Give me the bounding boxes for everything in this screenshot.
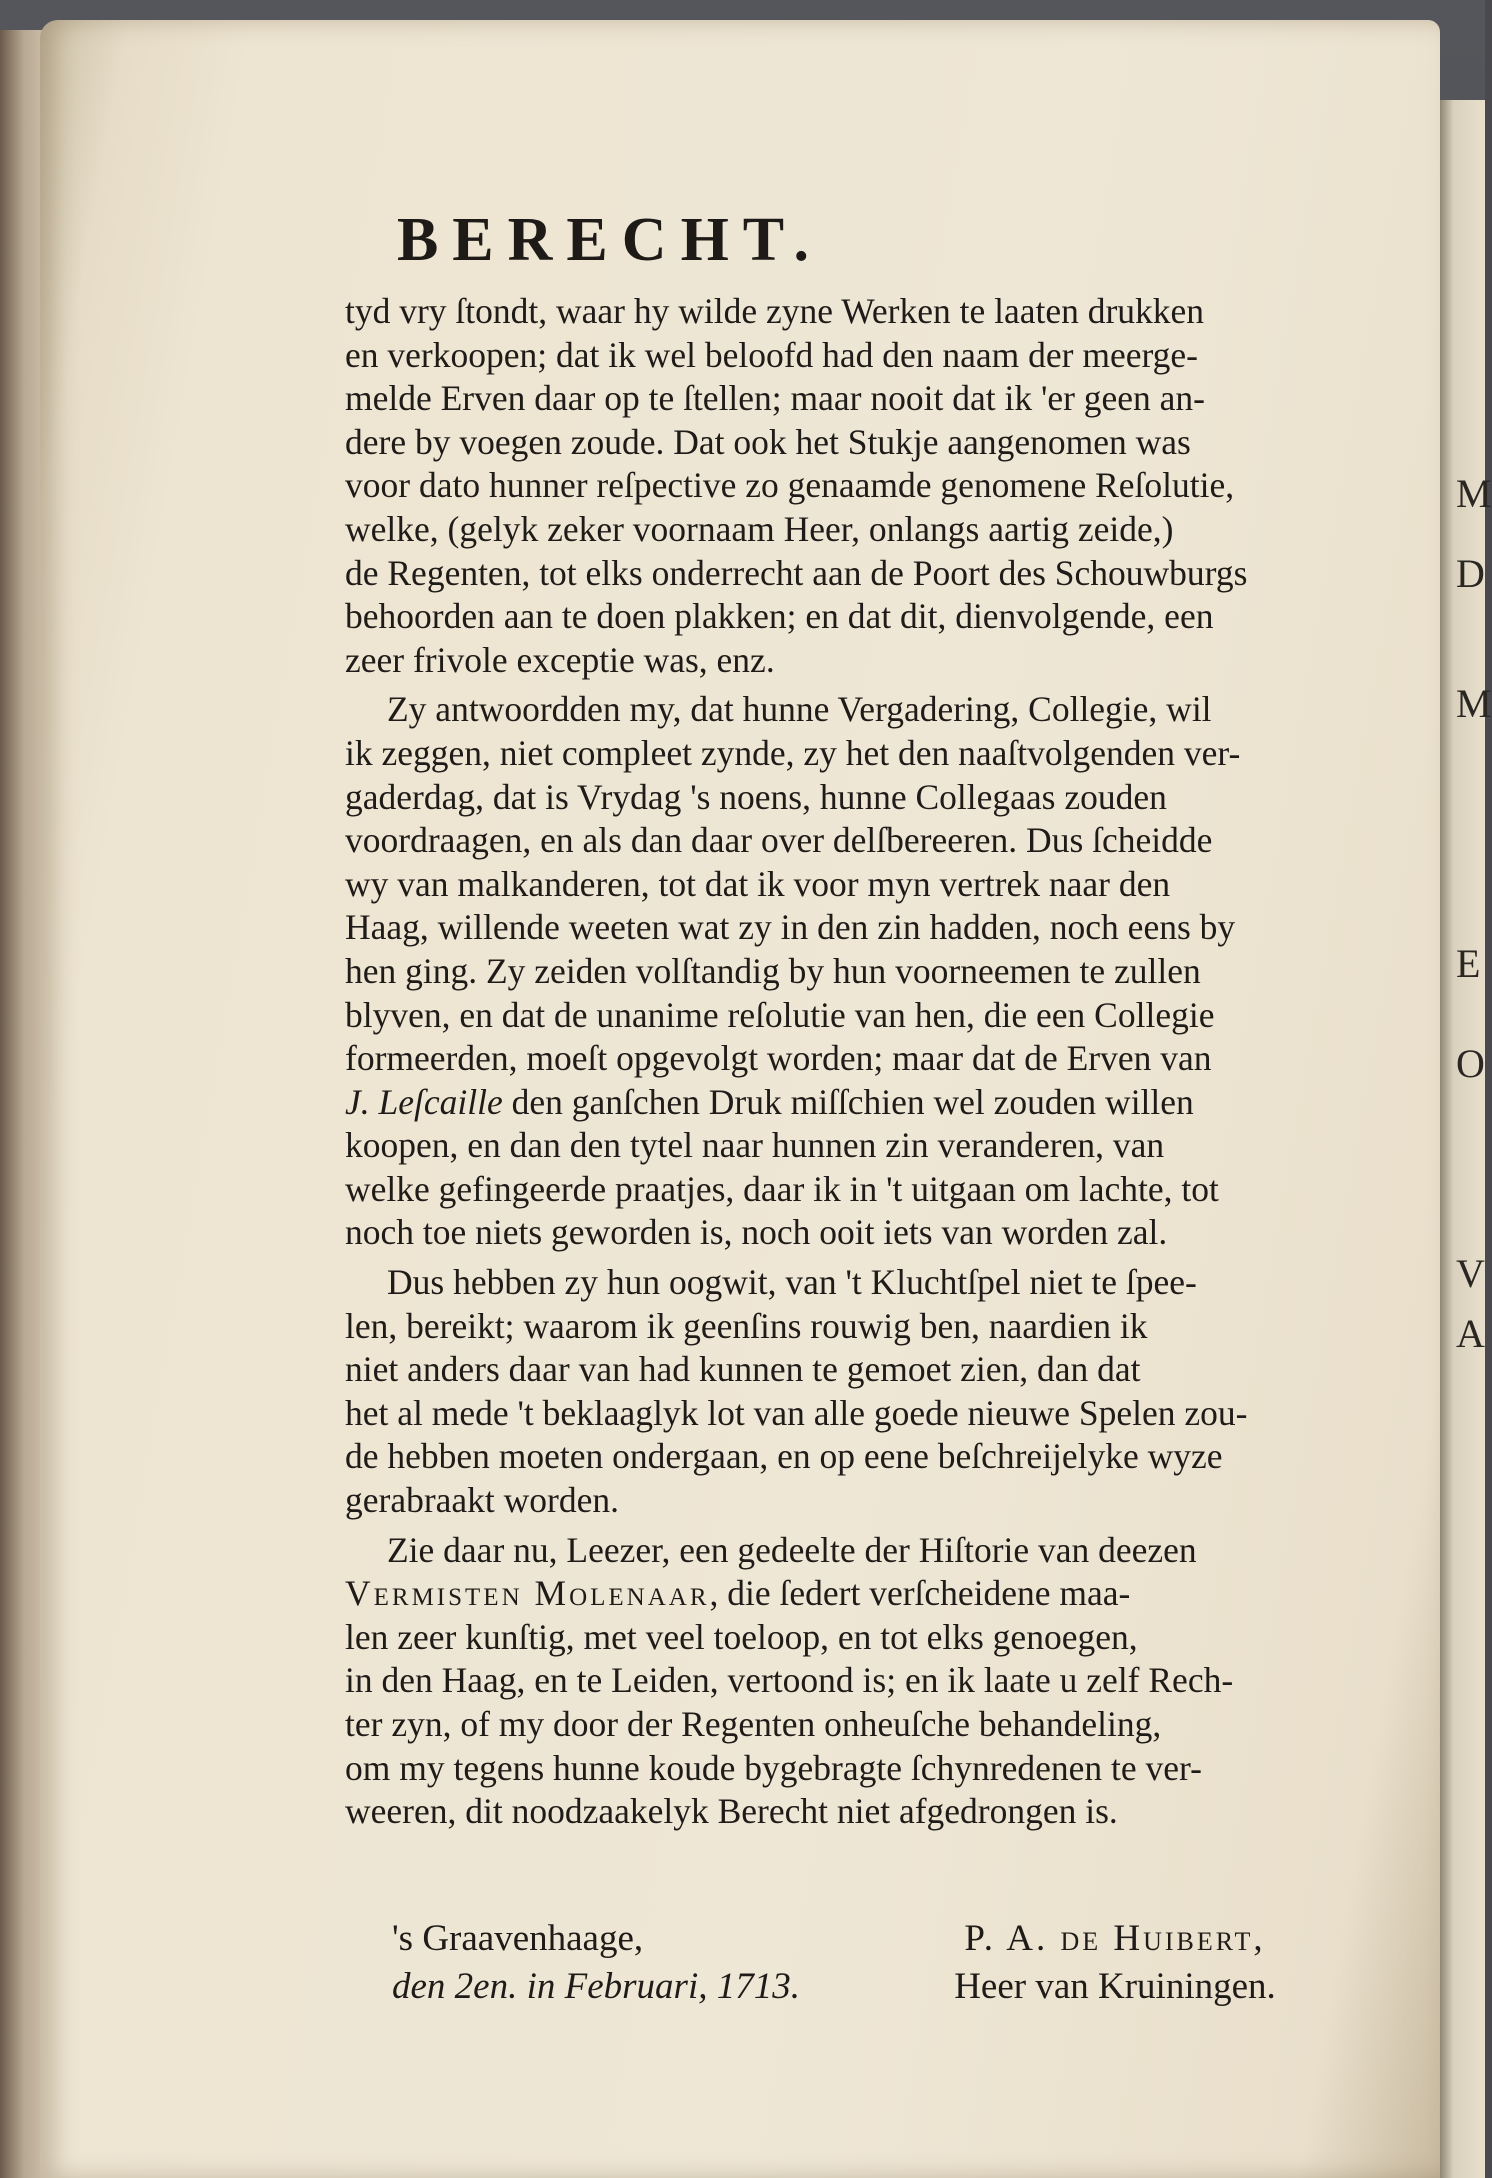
margin-letter: E (1456, 941, 1481, 986)
text-line: dere by voegen zoude. Dat ook het Stukje aangenomen was (345, 421, 1191, 462)
text-line: len, bereikt; waarom ik geenſins rouwig ben, naardien ik (345, 1305, 1148, 1346)
signature-place-date (392, 1915, 800, 2011)
margin-letter: D (1456, 551, 1485, 596)
sign-name: P. A. de Huibert, (964, 1918, 1266, 1959)
text-line: noch toe niets geworden is, noch ooit iets van worden zal. (345, 1212, 1168, 1253)
text-line: Dus hebben zy hun oogwit, van 't Kluchtſpel niet te ſpee- (387, 1262, 1197, 1303)
text-line: gerabraakt worden. (345, 1480, 619, 1521)
margin-letter: M (1456, 471, 1492, 516)
text-line: welke, (gelyk zeker voornaam Heer, onlangs aartig zeide,) (345, 508, 1174, 549)
sign-date: den 2en. in Februari, 1713. (392, 1966, 800, 2007)
text-line: zeer frivole exceptie was, enz. (345, 639, 775, 680)
text-line: welke gefingeerde praatjes, daar ik in 't uitgaan om lachte, tot (345, 1168, 1219, 1209)
text-line: ik zeggen, niet compleet zynde, zy het den naaſtvolgenden ver- (345, 732, 1241, 773)
text-line: koopen, en dan den tytel naar hunnen zin veranderen, van (345, 1125, 1165, 1166)
text-line: voor dato hunner reſpective zo genaamde genomene Reſolutie, (345, 465, 1235, 506)
text-line: Zy antwoordden my, dat hunne Vergadering, Collegie, wil (387, 689, 1212, 730)
text-line: gaderdag, dat is Vrydag 's noens, hunne Collegaas zouden (345, 776, 1167, 817)
facing-page-edge (1440, 100, 1492, 2178)
text-fragment: , die ſedert verſcheidene maa- (709, 1573, 1131, 1614)
text-line: melde Erven daar op te ſtellen; maar nooit dat ik 'er geen an- (345, 378, 1206, 419)
page-heading: BERECHT. (396, 206, 824, 274)
text-line: het al mede 't beklaaglyk lot van alle goede nieuwe Spelen zou- (345, 1392, 1248, 1433)
text-line: voordraagen, en als dan daar over delſbereeren. Dus ſcheidde (345, 820, 1213, 861)
text-line: behoorden aan te doen plakken; en dat dit, dienvolgende, een (345, 596, 1214, 637)
text-line: weeren, dit noodzaakelyk Berecht niet afgedrongen is. (345, 1791, 1118, 1832)
sign-place: 's Graavenhaage, (392, 1918, 644, 1959)
text-line: Haag, willende weeten wat zy in den zin hadden, noch eens by (345, 907, 1236, 948)
text-line: niet anders daar van had kunnen te gemoet zien, dan dat (345, 1349, 1141, 1390)
text-line (345, 1081, 1405, 1125)
name-lescaille: J. Leſcaille (345, 1081, 503, 1122)
text-line: blyven, en dat de unanime reſolutie van hen, die een Collegie (345, 994, 1215, 1035)
text-line: formeerden, moeſt opgevolgt worden; maar dat de Erven van (345, 1038, 1212, 1079)
margin-letter: V (1456, 1251, 1485, 1296)
text-line: Zie daar nu, Leezer, een gedeelte der Hiſtorie van deezen (387, 1529, 1197, 1570)
text-fragment: den ganſchen Druk miſſchien wel zouden willen (511, 1081, 1194, 1122)
text-line: de Regenten, tot elks onderrecht aan de Poort des Schouwburgs (345, 552, 1248, 593)
text-line: ter zyn, of my door der Regenten onheuſche behandeling, (345, 1704, 1162, 1744)
signature-author (880, 1915, 1350, 2011)
text-line: en verkoopen; dat ik wel beloofd had den naam der meerge- (345, 334, 1198, 375)
margin-letter: A (1456, 1311, 1485, 1356)
margin-letter: M (1456, 681, 1492, 726)
text-line: len zeer kunſtig, met veel toeloop, en tot elks genoegen, (345, 1616, 1138, 1657)
sign-title: Heer van Kruiningen. (954, 1966, 1276, 2007)
text-line: de hebben moeten ondergaan, en op eene beſchreijelyke wyze (345, 1436, 1223, 1477)
text-line: in den Haag, en te Leiden, vertoond is; en ik laate u zelf Rech- (345, 1660, 1234, 1701)
body-text (345, 290, 1405, 1834)
text-line: wy van malkanderen, tot dat ik voor myn vertrek naar den (345, 863, 1171, 904)
text-line: om my tegens hunne koude bygebragte ſchynredenen te ver- (345, 1747, 1202, 1788)
margin-letter: O (1456, 1041, 1485, 1086)
title-smallcaps: Vermisten Molenaar (345, 1573, 710, 1614)
text-line (345, 1572, 1405, 1616)
text-line: hen ging. Zy zeiden volſtandig by hun voorneemen te zullen (345, 950, 1201, 991)
text-line: tyd vry ſtondt, waar hy wilde zyne Werken te laaten drukken (345, 291, 1205, 331)
